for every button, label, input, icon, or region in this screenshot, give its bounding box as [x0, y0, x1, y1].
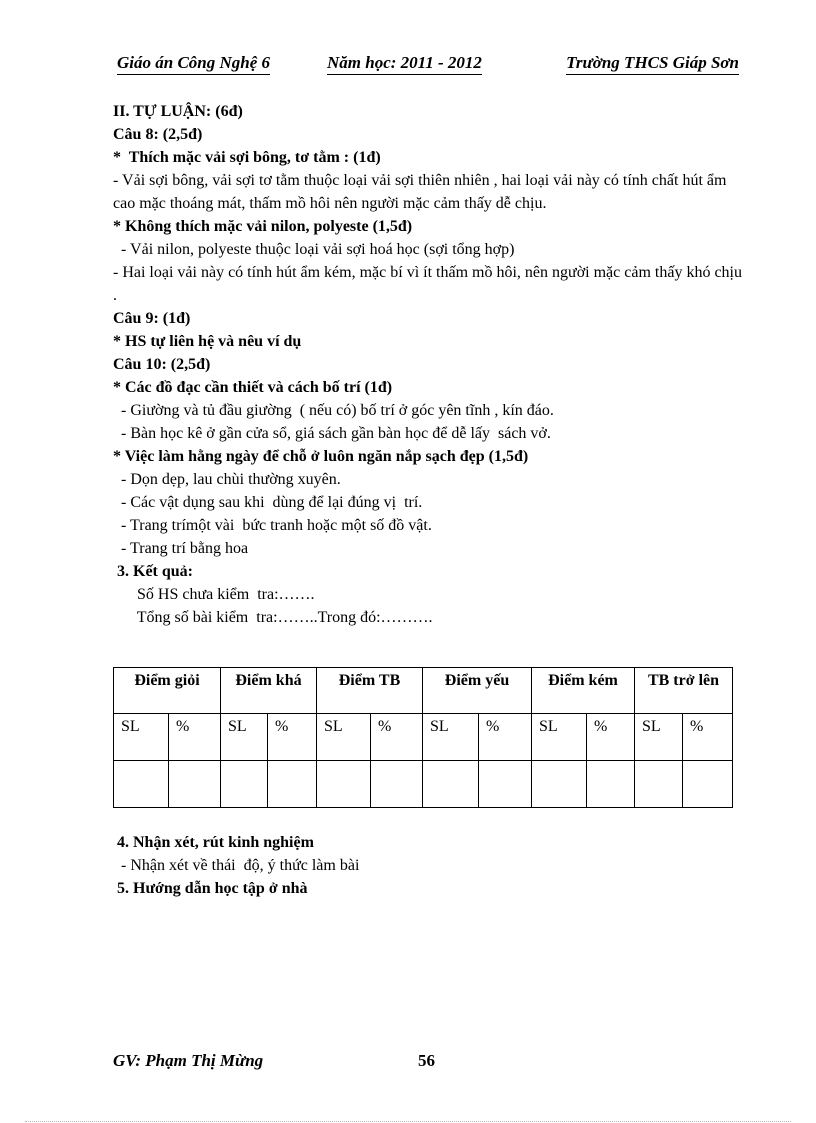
q8-dislike-line-2: - Hai loại vải này có tính hút ẩm kém, mặc bí vì ít thấm mồ hôi, nên người mặc cảm thấy khó chịu . [113, 264, 742, 304]
section-title: II. TỰ LUẬN: (6đ) [113, 103, 243, 120]
q10-line-2: - Bàn học kê ở gần cửa sổ, giá sách gần bàn học để dễ lấy sách vở. [113, 425, 551, 442]
empty-cell [683, 761, 733, 808]
results-table-wrapper [113, 667, 733, 808]
results-table [113, 667, 733, 808]
question-8-title: Câu 8: (2,5đ) [113, 126, 203, 143]
table-subheader-row [114, 714, 733, 761]
empty-cell [532, 761, 587, 808]
empty-cell [221, 761, 268, 808]
essay-answers [113, 100, 743, 629]
sub-pct: % [371, 714, 423, 761]
sub-sl: SL [114, 714, 169, 761]
col-header-kha: Điểm khá [221, 668, 317, 714]
q8-like-text: - Vải sợi bông, vải sợi tơ tằm thuộc loại vải sợi thiên nhiên , hai loại vải này có tính chất hút ẩm cao mặc thoáng mát, thấm mồ hôi nên người mặc cảm thấy dễ chịu. [113, 172, 727, 212]
empty-cell [114, 761, 169, 808]
q10-line-4: - Các vật dụng sau khi dùng để lại đúng vị trí. [113, 494, 423, 511]
empty-cell [371, 761, 423, 808]
sub-sl: SL [317, 714, 371, 761]
col-header-gioi: Điểm giỏi [114, 668, 221, 714]
table-empty-row [114, 761, 733, 808]
empty-cell [635, 761, 683, 808]
q10-line-3: - Dọn dẹp, lau chùi thường xuyên. [113, 471, 341, 488]
q10-heading-2: * Việc làm hằng ngày để chỗ ở luôn ngăn nắp sạch đẹp (1,5đ) [113, 448, 529, 465]
sub-pct: % [683, 714, 733, 761]
section-5-title: 5. Hướng dẫn học tập ở nhà [113, 880, 308, 897]
q8-like-score: : (1đ) [339, 149, 381, 166]
header-school-year: Năm học: 2011 - 2012 [327, 52, 482, 75]
footer-page-number: 56 [418, 1051, 435, 1070]
empty-cell [317, 761, 371, 808]
sub-pct: % [587, 714, 635, 761]
header-school-name: Trường THCS Giáp Sơn [566, 52, 739, 75]
page-footer [113, 1051, 713, 1075]
sub-pct: % [479, 714, 532, 761]
section-4-line: - Nhận xét về thái độ, ý thức làm bài [113, 857, 360, 874]
question-10-title: Câu 10: (2,5đ) [113, 356, 211, 373]
col-header-yeu: Điểm yếu [423, 668, 532, 714]
results-title: 3. Kết quả: [113, 563, 193, 580]
col-header-tb-tro-len: TB trở lên [635, 668, 733, 714]
q9-heading: * HS tự liên hệ và nêu ví dụ [113, 333, 302, 350]
q8-dislike-line-1: - Vải nilon, polyeste thuộc loại vải sợi hoá học (sợi tổng hợp) [113, 241, 515, 258]
q10-line-6: - Trang trí bằng hoa [113, 540, 249, 557]
sub-sl: SL [423, 714, 479, 761]
q10-heading-1: * Các đồ đạc cần thiết và cách bố trí (1đ) [113, 379, 393, 396]
header-subject: Giáo án Công Nghệ 6 [117, 52, 270, 75]
empty-cell [169, 761, 221, 808]
footer-teacher: GV: Phạm Thị Mừng [113, 1051, 264, 1070]
empty-cell [423, 761, 479, 808]
section-4-title: 4. Nhận xét, rút kinh nghiệm [113, 834, 314, 851]
bottom-dotted-rule [25, 1121, 791, 1122]
q8-like-heading [113, 146, 743, 169]
q8-like-heading-text: * Thích mặc vải sợi bông, tơ tằm [113, 149, 340, 166]
col-header-kem: Điểm kém [532, 668, 635, 714]
sub-pct: % [268, 714, 317, 761]
results-not-checked: Số HS chưa kiểm tra:……. [113, 586, 315, 603]
page-header [117, 52, 739, 76]
q10-line-5: - Trang trímột vài bức tranh hoặc một số đồ vật. [113, 517, 432, 534]
empty-cell [587, 761, 635, 808]
sub-sl: SL [635, 714, 683, 761]
sub-pct: % [169, 714, 221, 761]
sub-sl: SL [221, 714, 268, 761]
question-9-title: Câu 9: (1đ) [113, 310, 191, 327]
empty-cell [268, 761, 317, 808]
empty-cell [479, 761, 532, 808]
closing-sections [113, 831, 743, 900]
results-total: Tổng số bài kiểm tra:……..Trong đó:………. [113, 609, 433, 626]
q10-line-1: - Giường và tủ đầu giường ( nếu có) bố trí ở góc yên tĩnh , kín đáo. [113, 402, 554, 419]
table-header-row [114, 668, 733, 714]
q8-dislike-heading: * Không thích mặc vải nilon, polyeste (1,5đ) [113, 218, 413, 235]
sub-sl: SL [532, 714, 587, 761]
col-header-tb: Điểm TB [317, 668, 423, 714]
